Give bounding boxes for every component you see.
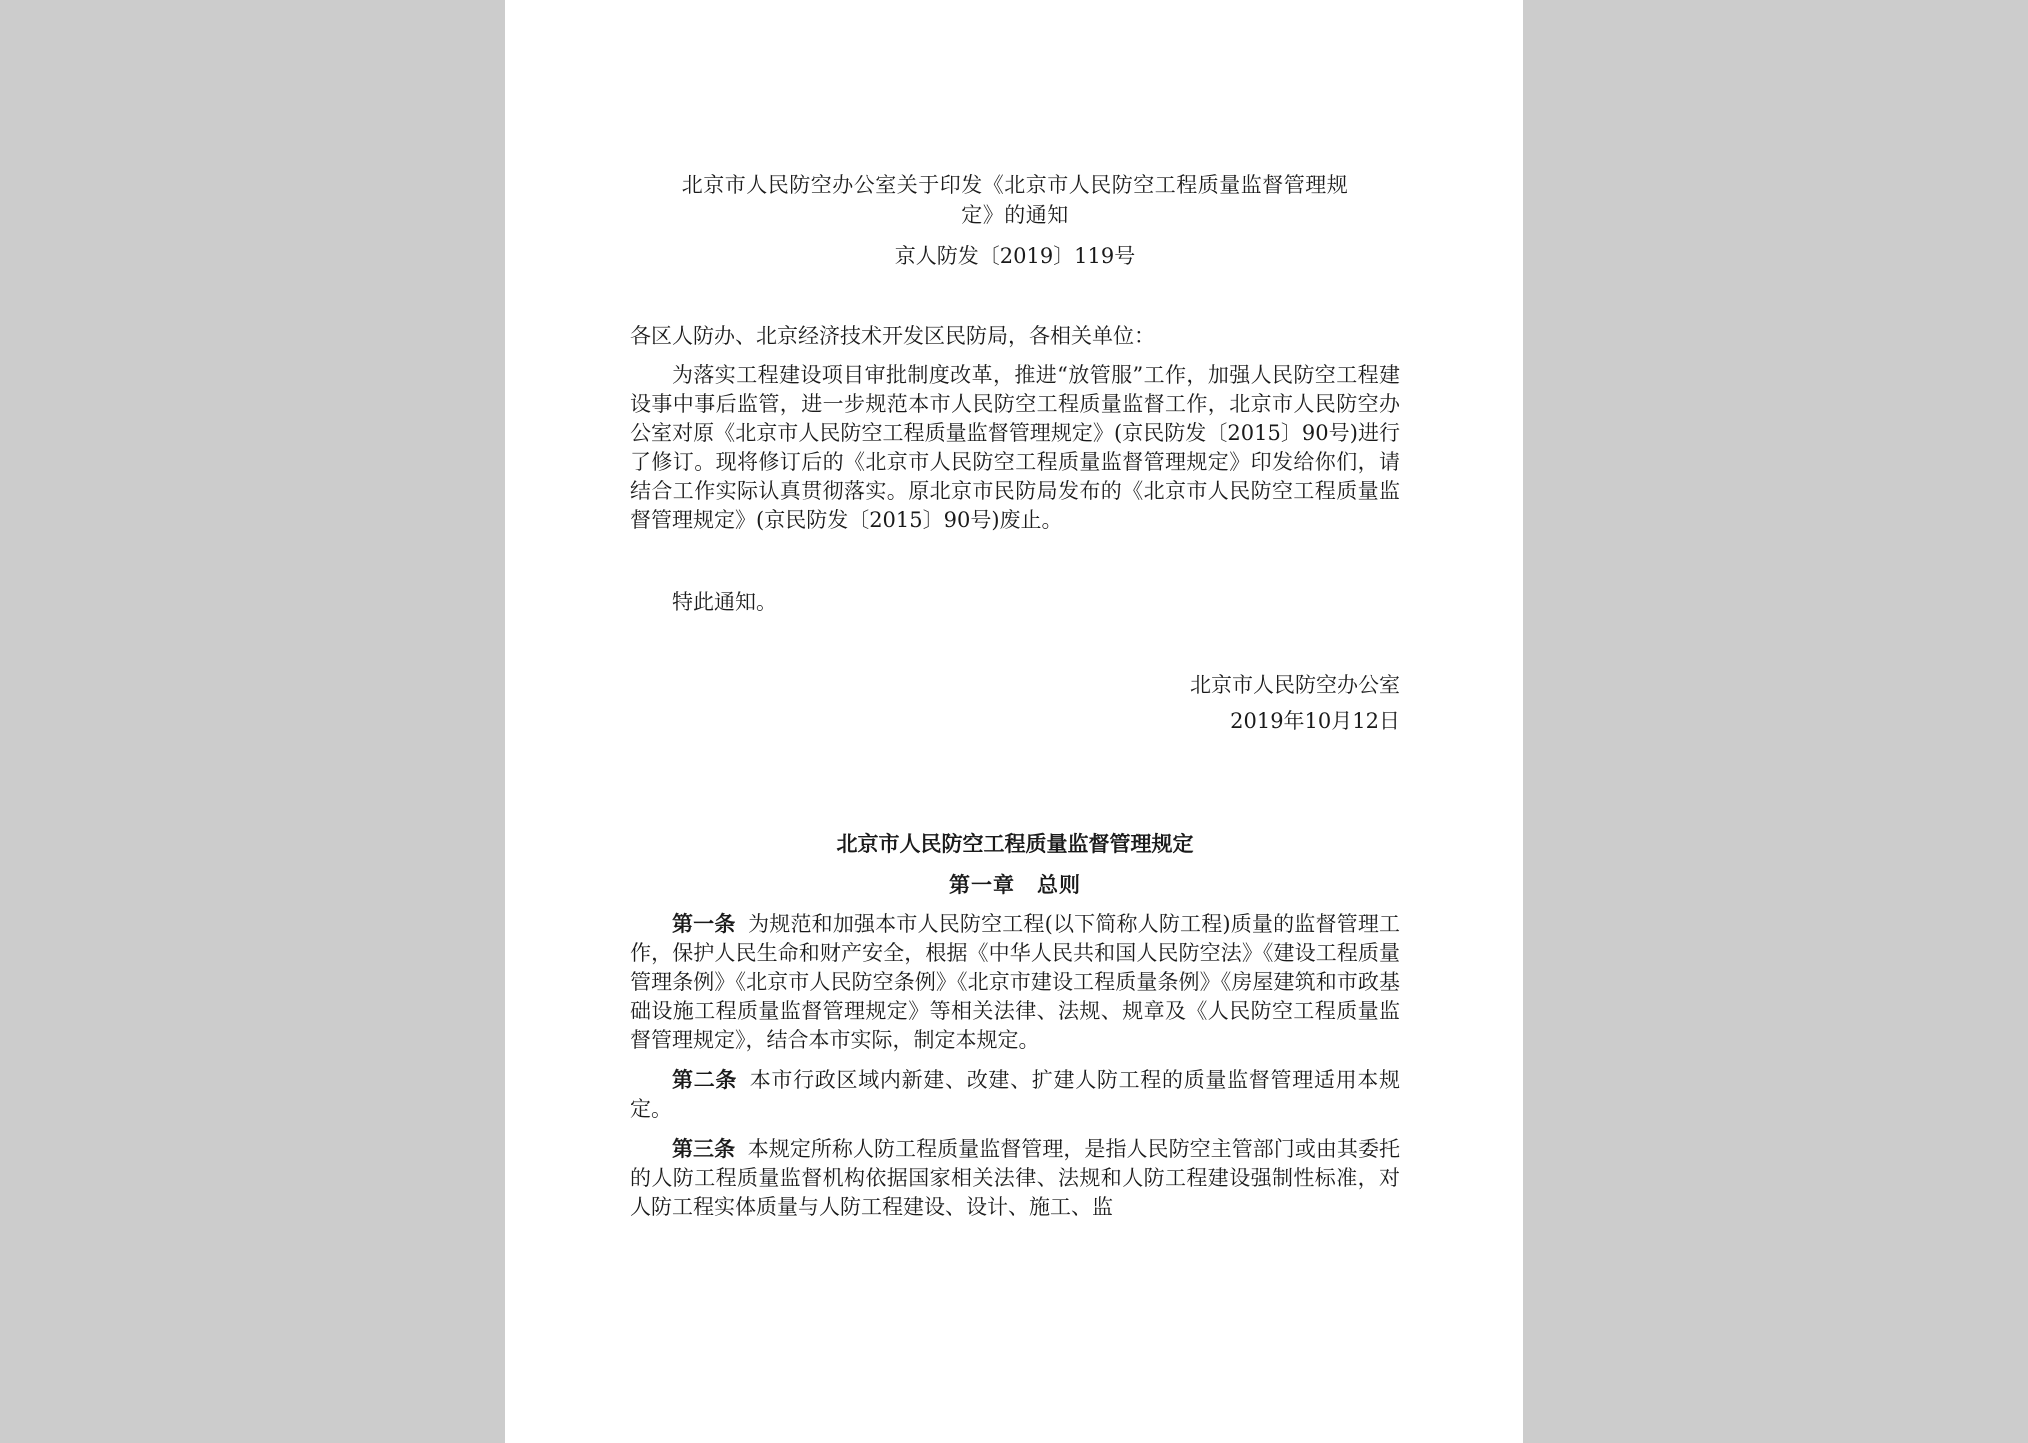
closing-text: 特此通知。 [672,590,777,614]
document-number: 京人防发〔2019〕119号 [894,244,1136,268]
regulation-title: 北京市人民防空工程质量监督管理规定 [836,831,1194,856]
article-3-text: 本规定所称人防工程质量监督管理，是指人民防空主管部门或由其委托的人防工程质量监督机构依据国家相关法律、法规和人防工程建设强制性标准，对人防工程实体质量与人防工程建设、设计、施工、监 [630,1137,1401,1219]
article-1-text: 为规范和加强本市人民防空工程(以下简称人防工程)质量的监督管理工作，保护人民生命和财产安全，根据《中华人民共和国人民防空法》《建设工程质量管理条例》《北京市人民防空条例》《北京市建设工程质量条例》《房屋建筑和市政基础设施工程质量监督管理规定》等相关法律、法规、规章及《人民防空工程质量监督管理规定》，结合本市实际，制定本规定。 [630,912,1400,1052]
article-2 [630,1065,1400,1124]
document-page [505,0,1523,1443]
notice-title [630,170,1400,230]
notice-body-paragraph: 为落实工程建设项目审批制度改革，推进“放管服”工作，加强人民防空工程建设事中事后监管，进一步规范本市人民防空工程质量监督工作，北京市人民防空办公室对原《北京市人民防空工程质量监督管理规定》(京民防发〔2015〕90号)进行了修订。现将修订后的《北京市人民防空工程质量监督管理规定》印发给你们，请结合工作实际认真贯彻落实。原北京市民防局发布的《北京市人民防空工程质量监督管理规定》(京民防发〔2015〕90号)废止。 [630,363,1400,532]
notice-title-line-1: 北京市人民防空办公室关于印发《北京市人民防空工程质量监督管理规 [681,173,1349,197]
notice-title-line-2: 定》的通知 [961,203,1069,227]
article-2-heading: 第二条 [672,1067,738,1092]
article-2-text: 本市行政区域内新建、改建、扩建人防工程的质量监督管理适用本规定。 [630,1068,1401,1121]
articles-section [630,909,1400,1232]
article-1 [630,909,1400,1055]
notice-body [630,361,1400,535]
signature-date: 2019年10月12日 [1230,709,1400,733]
signature-organization: 北京市人民防空办公室 [1190,673,1400,697]
article-3-heading: 第三条 [672,1136,736,1161]
salutation: 各区人防办、北京经济技术开发区民防局，各相关单位： [630,324,1155,348]
signature-block [630,667,1400,739]
article-3 [630,1134,1400,1222]
notice-closing [630,588,1400,617]
chapter-heading: 第一章 总则 [949,872,1081,897]
article-1-heading: 第一条 [672,911,736,936]
